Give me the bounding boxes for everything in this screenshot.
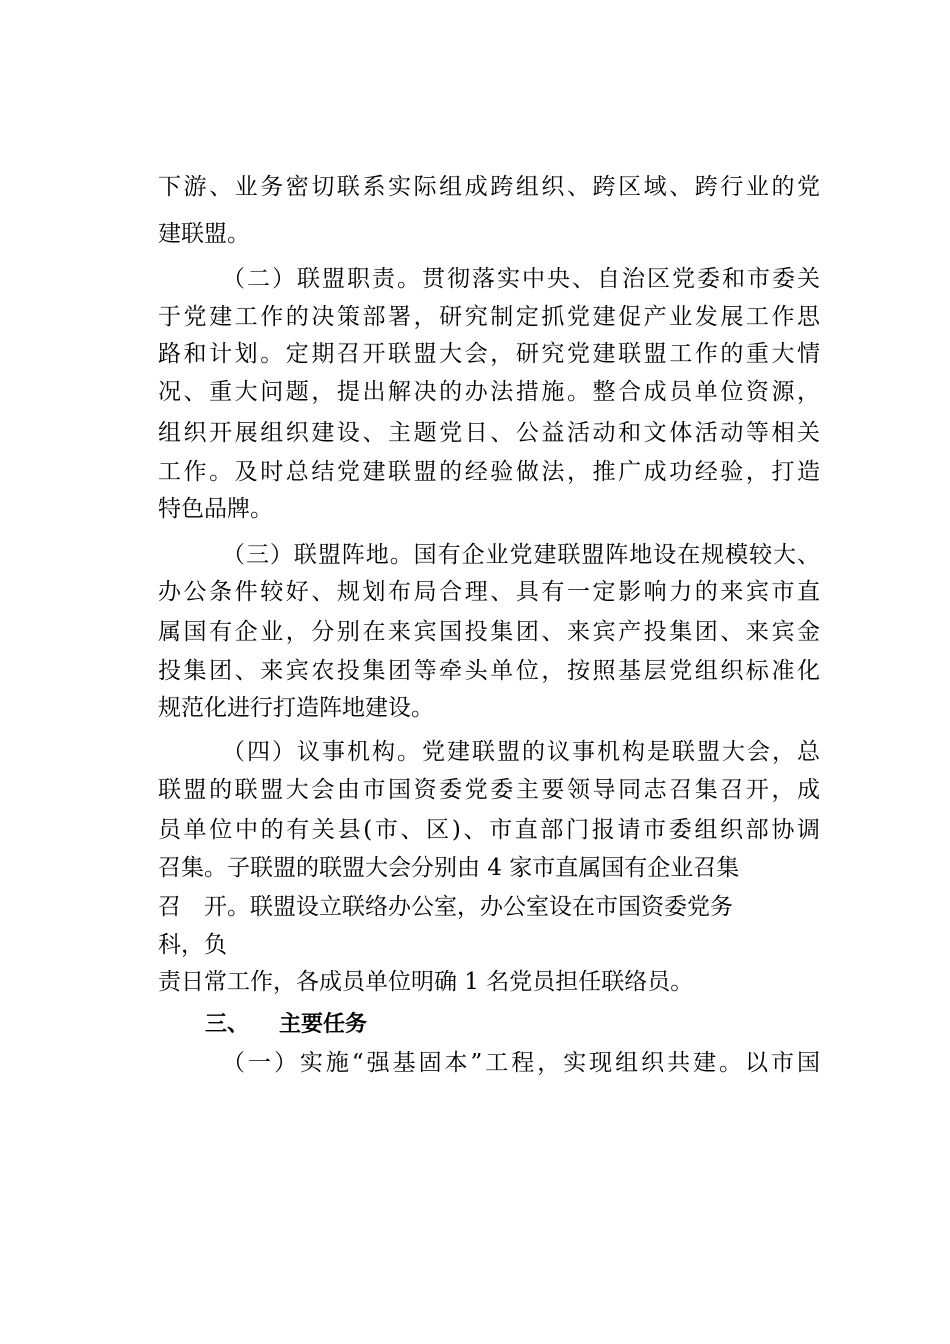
section-heading [205,1010,367,1040]
body-line: 投集团、来宾农投集团等牵头单位，按照基层党组织标准化 [158,658,820,684]
section-title: 主要任务 [279,1012,368,1037]
body-line: 召 开。联盟设立联络办公室，办公室设在市国资委党务 [158,894,733,920]
body-line: 办公条件较好、规划布局合理、具有一定影响力的来宾市直 [158,579,820,605]
body-line: 属国有企业，分别在来宾国投集团、来宾产投集团、来宾金 [158,619,820,645]
body-line: 组织开展组织建设、主题党日、公益活动和文体活动等相关 [158,420,820,446]
paragraph-start-line: （一）实施“强基固本”工程，实现组织共建。以市国 [222,1050,820,1076]
body-line: 特色品牌。 [158,496,273,522]
body-line: 召集。子联盟的联盟大会分别由 4 家市直属国有企业召集 [158,855,740,881]
body-line: 联盟的联盟大会由市国资委党委主要领导同志召集召开，成 [158,777,820,803]
body-line: 科，负 [158,932,227,958]
body-line: 况、重大问题，提出解决的办法措施。整合成员单位资源， [158,379,820,405]
section-number: 三、 [205,1012,250,1037]
body-line: 工作。及时总结党建联盟的经验做法，推广成功经验，打造 [158,459,820,485]
body-line: 路和计划。定期召开联盟大会，研究党建联盟工作的重大情 [158,341,820,367]
paragraph-start-line: （四）议事机构。党建联盟的议事机构是联盟大会，总 [222,739,820,765]
body-line: 责日常工作，各成员单位明确 1 名党员担任联络员。 [158,969,694,995]
paragraph-start-line: （二）联盟职责。贯彻落实中央、自治区党委和市委关 [222,266,820,292]
paragraph-start-line: （三）联盟阵地。国有企业党建联盟阵地设在规模较大、 [222,542,820,568]
body-line: 规范化进行打造阵地建设。 [158,695,434,721]
body-line: 于党建工作的决策部署，研究制定抓党建促产业发展工作思 [158,304,820,330]
body-line: 建联盟。 [158,221,250,247]
body-line: 下游、业务密切联系实际组成跨组织、跨区域、跨行业的党 [158,174,820,200]
body-line: 员单位中的有关县(市、区)、市直部门报请市委组织部协调 [158,817,820,843]
